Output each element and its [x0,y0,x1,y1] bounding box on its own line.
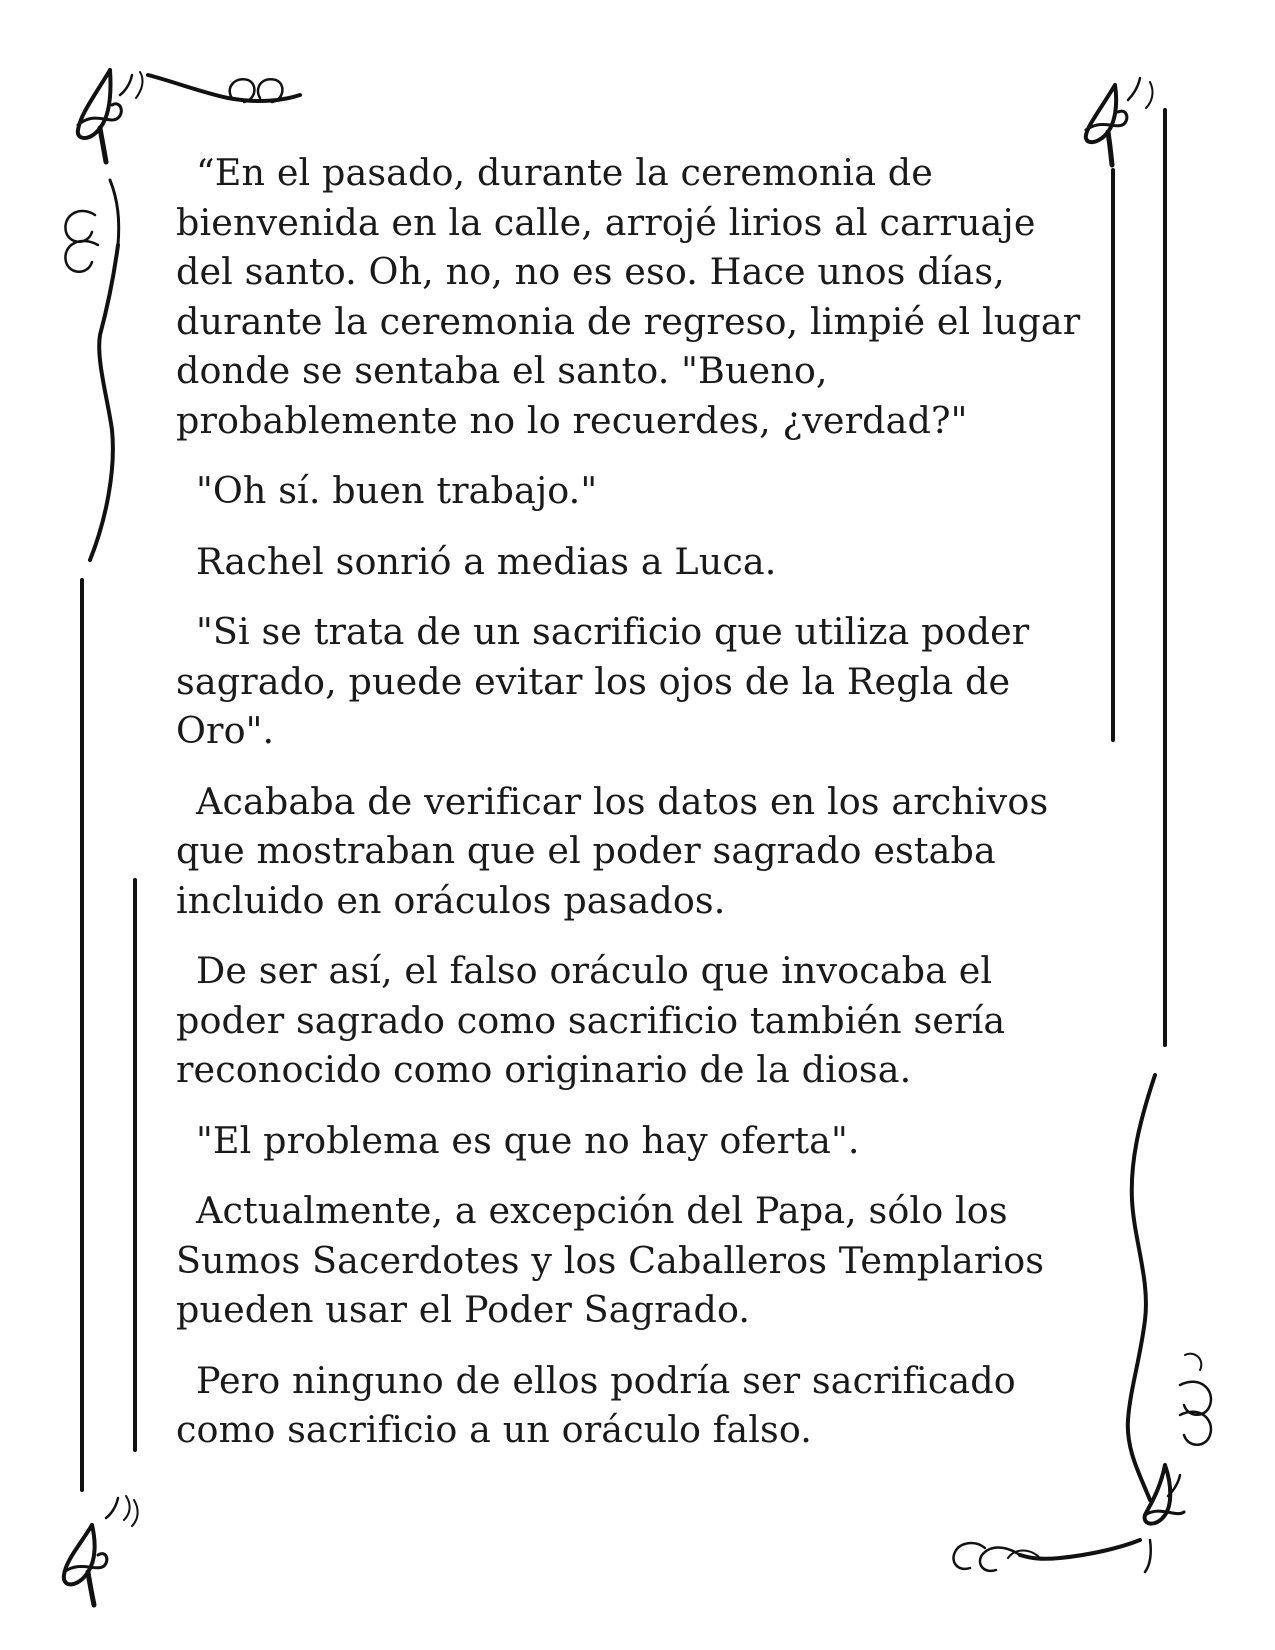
paragraph: De ser así, el falso oráculo que invocaba el poder sagrado como sacrificio también sería reconocido como originario de la diosa. [176,949,1006,1091]
paragraph: Rachel sonrió a medias a Luca. [196,539,777,583]
paragraph: Pero ninguno de ellos podría ser sacrificado como sacrificio a un oráculo falso. [176,1358,1016,1451]
paragraph: "Si se trata de un sacrificio que utiliza poder sagrado, puede evitar los ojos de la Regla de Oro". [176,610,1030,752]
paragraph: Acababa de verificar los datos en los archivos que mostraban que el poder sagrado estaba incluido en oráculos pasados. [176,779,1049,922]
paragraph: Actualmente, a excepción del Papa, sólo los Sumos Sacerdotes y los Caballeros Templarios pueden usar el Poder Sagrado. [176,1189,1045,1331]
paragraph: "El problema es que no hay oferta". [196,1118,860,1162]
paragraph: “En el pasado, durante la ceremonia de bienvenida en la calle, arrojé lirios al carruaje del santo. Oh, no, no es eso. Hace unos días, durante la ceremonia de regreso, limpié el lugar donde se sentaba el santo. "Bueno, probablemente no lo recuerdes, ¿verdad?" [176,151,1081,442]
story-text-column [176,148,1096,1476]
paragraph: "Oh sí. buen trabajo." [196,469,598,512]
bottom-left-flourish [64,1496,138,1605]
